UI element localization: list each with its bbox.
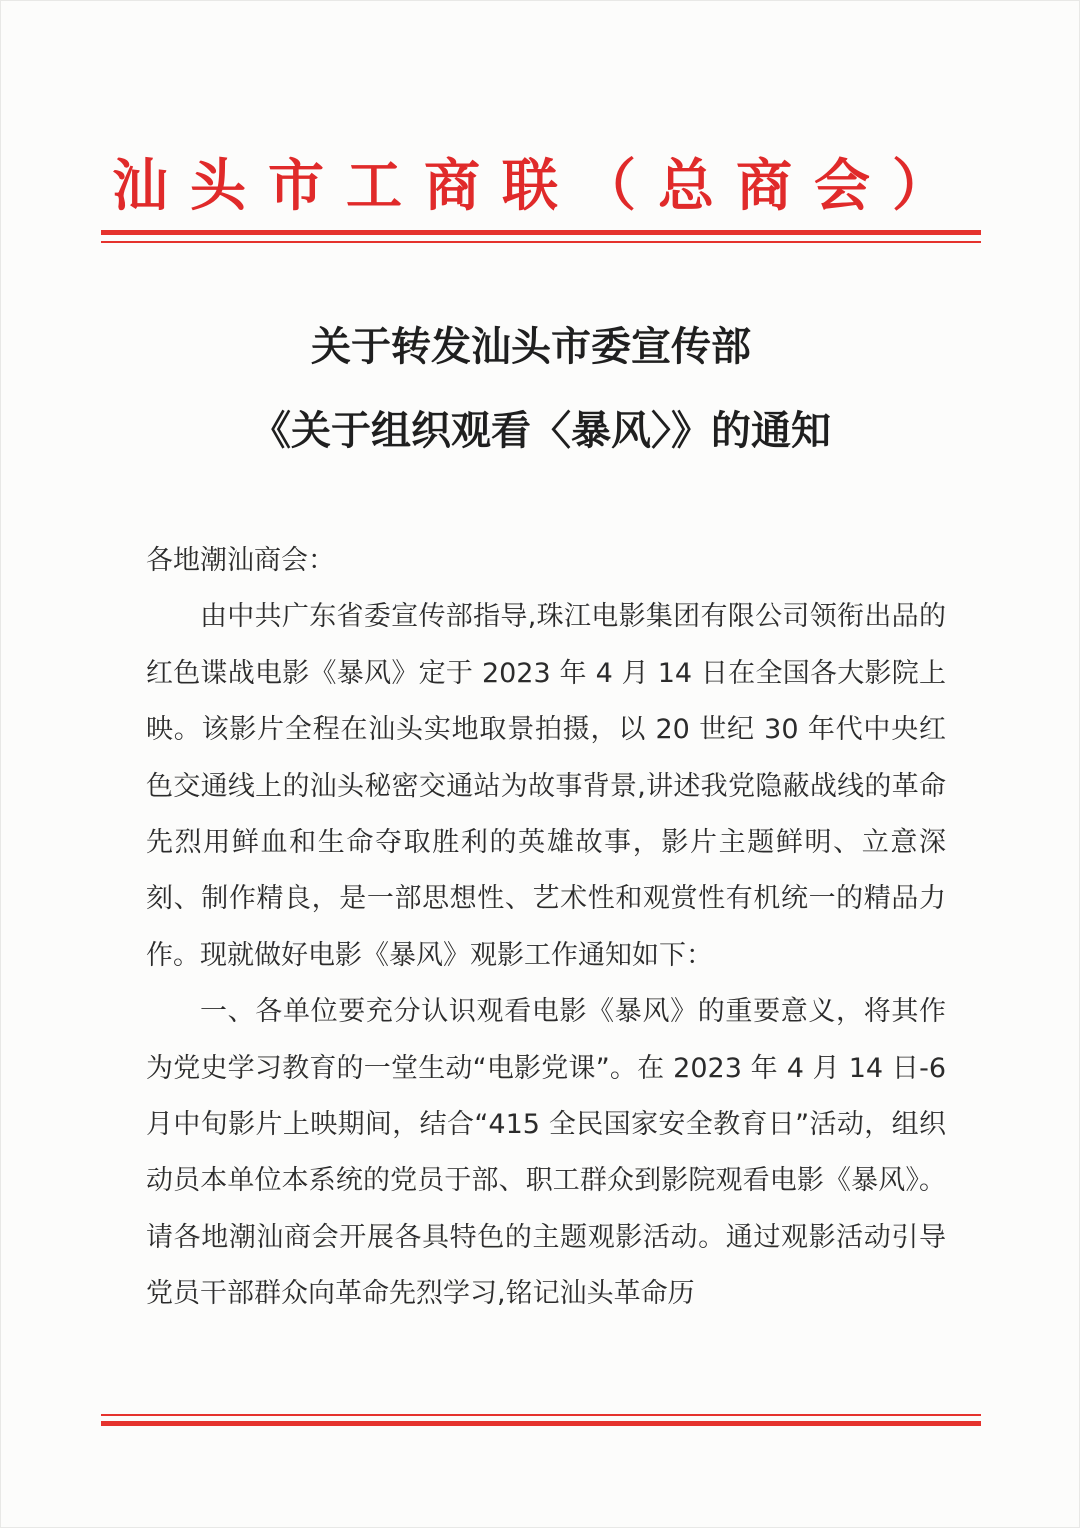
document-body xyxy=(146,533,946,1323)
document-title-line-1: 关于转发汕头市委宣传部 xyxy=(311,323,751,370)
organization-header: 汕头市工商联（总商会） xyxy=(112,153,970,219)
footer-rule-thick xyxy=(101,1421,981,1426)
header-rule-thin xyxy=(101,241,981,243)
footer-rule-thin xyxy=(101,1414,981,1416)
salutation: 各地潮汕商会： xyxy=(146,545,335,576)
body-paragraph-2: 一、各单位要充分认识观看电影《暴风》的重要意义，将其作为党史学习教育的一堂生动“电影党课”。在 2023 年 4 月 14 日-6 月中旬影片上映期间，结合“415 全民国家安全教育日”活动，组织动员本单位本系统的党员于部、职工群众到影院观看电影《暴风》。请各地潮汕商会开展各具特色的主题观影活动。通过观影活动引导党员干部群众向革命先烈学习,铭记汕头革命历 xyxy=(146,996,946,1310)
header-rule-thick xyxy=(101,230,981,235)
document-title-line-2: 《关于组织观看〈暴风〉》的通知 xyxy=(251,407,831,454)
body-paragraph-1: 由中共广东省委宣传部指导,珠江电影集团有限公司领衔出品的红色谍战电影《暴风》定于 2023 年 4 月 14 日在全国各大影院上映。该影片全程在汕头实地取景拍摄，以 20 世纪 30 年代中央红色交通线上的汕头秘密交通站为故事背景,讲述我党隐蔽战线的革命先烈用鲜血和生命夺取胜利的英雄故事，影片主题鲜明、立意深刻、制作精良，是一部思想性、艺术性和观赏性有机统一的精品力作。现就做好电影《暴风》观影工作通知如下： xyxy=(146,601,946,971)
